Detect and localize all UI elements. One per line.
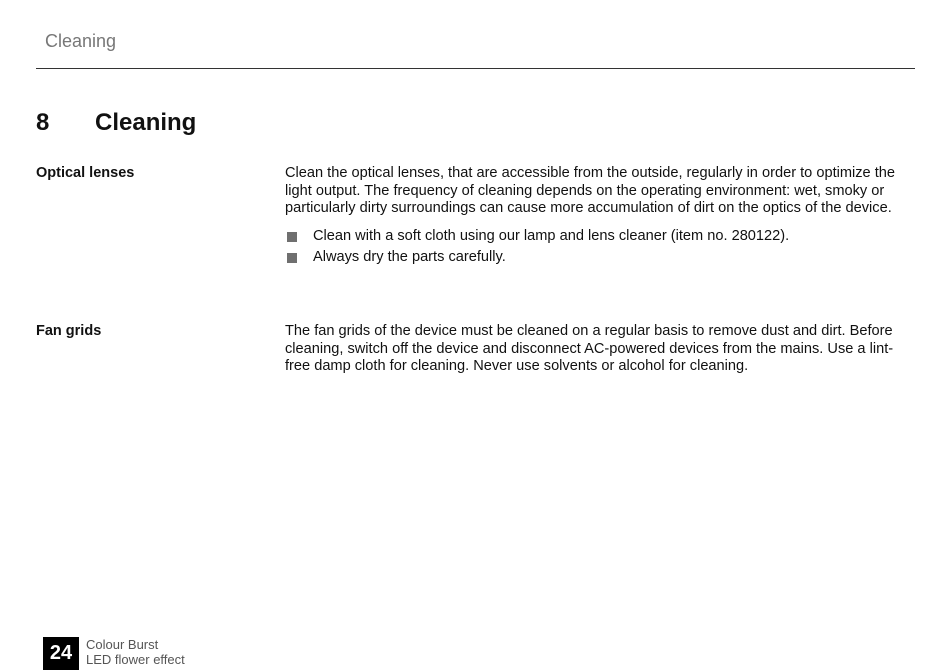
section-body-optical-lenses <box>285 165 915 271</box>
square-bullet-icon <box>287 253 297 263</box>
section-paragraph: The fan grids of the device must be cleaned on a regular basis to remove dust and dirt. Before cleaning, switch off the device and disconnect AC-powered devices from the mains. Use a lint-free damp cloth for cleaning. Never use solvents or alcohol for cleaning. <box>285 323 894 375</box>
header-divider <box>36 68 915 69</box>
section-label-optical-lenses: Optical lenses <box>36 165 135 181</box>
section-body-fan-grids <box>285 323 915 376</box>
chapter-heading <box>36 109 196 137</box>
footer-product-line: Colour Burst <box>86 637 159 652</box>
section-paragraph: Clean the optical lenses, that are accessible from the outside, regularly in order to optimize the light output. The frequency of cleaning depends on the operating environment: wet, smoky or particularly dirty surroundings can cause more accumulation of dirt on the optics of the device. <box>285 165 896 217</box>
chapter-number: 8 <box>36 109 50 136</box>
list-item-text: Always dry the parts carefully. <box>313 249 506 266</box>
bullet-list <box>285 228 915 267</box>
list-item <box>285 228 915 246</box>
list-item <box>285 249 915 267</box>
running-header: Cleaning <box>45 31 117 51</box>
square-bullet-icon <box>287 232 297 242</box>
chapter-title: Cleaning <box>95 109 197 136</box>
list-item-text: Clean with a soft cloth using our lamp and lens cleaner (item no. 280122). <box>313 227 790 244</box>
footer-product-title <box>86 638 185 667</box>
page-number: 24 <box>43 637 79 670</box>
section-label-fan-grids: Fan grids <box>36 323 102 339</box>
footer-product-line: LED flower effect <box>86 651 185 667</box>
